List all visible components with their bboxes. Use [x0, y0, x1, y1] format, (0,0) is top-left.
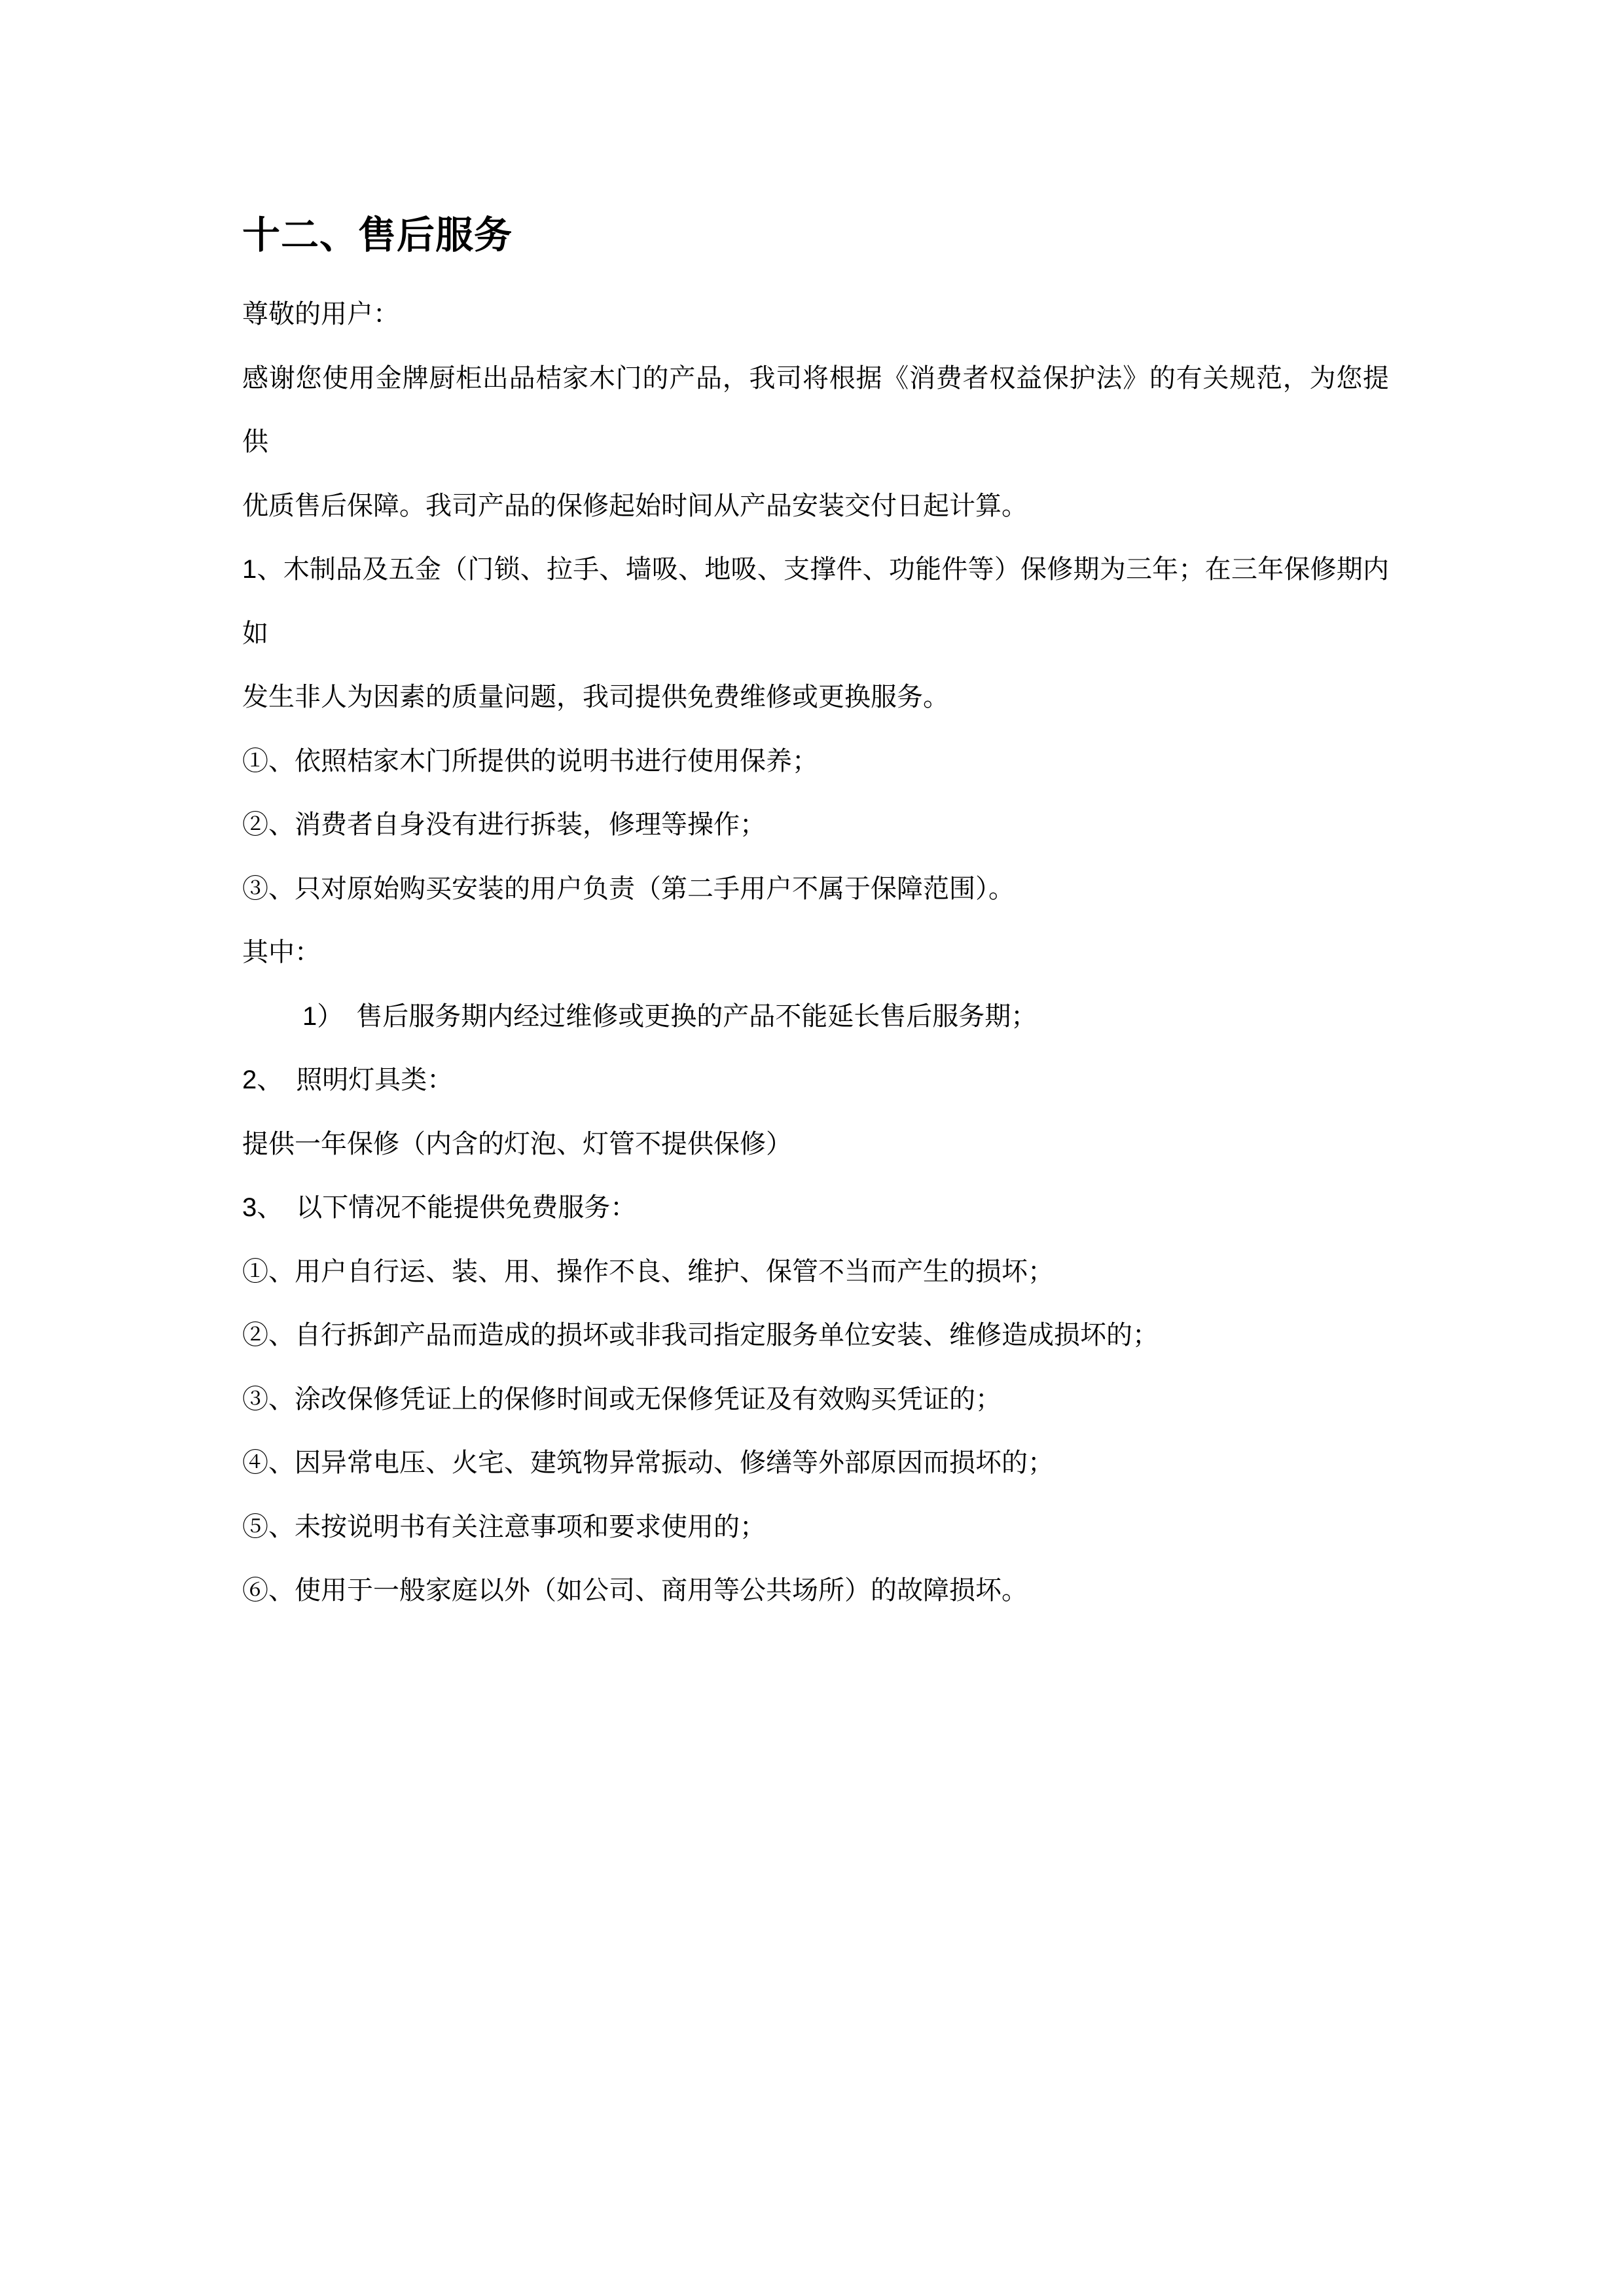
- paragraph-line: 感谢您使用金牌厨柜出品桔家木门的产品，我司将根据《消费者权益保护法》的有关规范，为您提供: [242, 363, 1389, 456]
- paragraph-line: 尊敬的用户：: [242, 300, 399, 329]
- paragraph-line: 发生非人为因素的质量问题，我司提供免费维修或更换服务。: [242, 683, 949, 711]
- paragraph-line: ②、消费者自身没有进行拆装，修理等操作；: [242, 810, 766, 839]
- document-content: [242, 216, 1389, 1623]
- paragraph-line: ①、用户自行运、装、用、操作不良、维护、保管不当而产生的损坏；: [242, 1257, 1054, 1286]
- paragraph-line: 提供一年保修（内含的灯泡、灯管不提供保修）: [242, 1129, 792, 1158]
- paragraph-line: 其中：: [242, 938, 321, 967]
- paragraph-line: ⑥、使用于一般家庭以外（如公司、商用等公共场所）的故障损坏。: [242, 1576, 1028, 1605]
- paragraph-line: ③、涂改保修凭证上的保修时间或无保修凭证及有效购买凭证的；: [242, 1384, 1001, 1414]
- document-body: [242, 283, 1389, 1623]
- paragraph-line: ②、自行拆卸产品而造成的损坏或非我司指定服务单位安装、维修造成损坏的；: [242, 1321, 1159, 1350]
- paragraph-line: ④、因异常电压、火宅、建筑物异常振动、修缮等外部原因而损坏的；: [242, 1448, 1054, 1477]
- paragraph-line: ①、依照桔家木门所提供的说明书进行使用保养；: [242, 746, 818, 776]
- paragraph-line: ③、只对原始购买安装的用户负责（第二手用户不属于保障范围）。: [242, 874, 1015, 903]
- paragraph-line: 优质售后保障。我司产品的保修起始时间从产品安装交付日起计算。: [242, 491, 1028, 520]
- section-title: 十二、售后服务: [242, 214, 513, 257]
- paragraph-line: 3、 以下情况不能提供免费服务：: [242, 1193, 637, 1222]
- paragraph-line: 1） 售后服务期内经过维修或更换的产品不能延长售后服务期；: [302, 1001, 1038, 1031]
- paragraph-line: 1、木制品及五金（门锁、拉手、墙吸、地吸、支撑件、功能件等）保修期为三年；在三年保修期内如: [242, 555, 1389, 648]
- paragraph-line: ⑤、未按说明书有关注意事项和要求使用的；: [242, 1512, 766, 1541]
- paragraph-line: 2、 照明灯具类：: [242, 1066, 454, 1094]
